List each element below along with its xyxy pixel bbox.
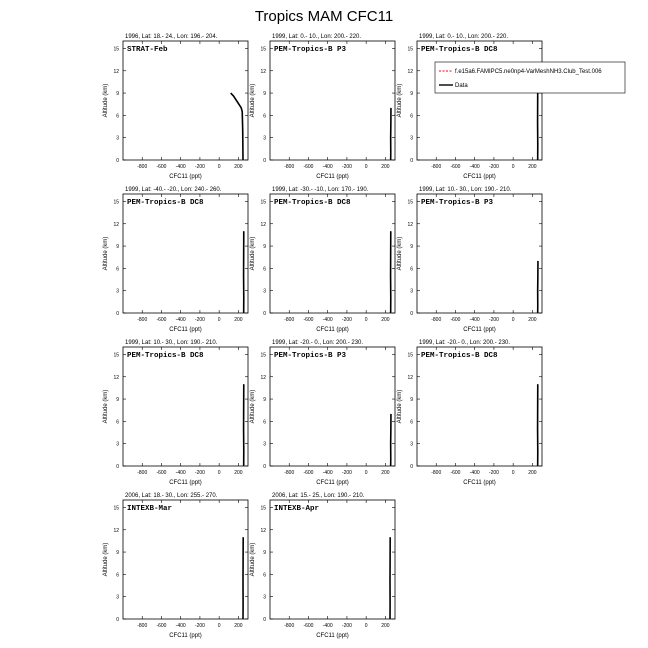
plot-frame <box>270 500 395 619</box>
y-tick-label: 9 <box>116 244 119 251</box>
y-axis-label: Altitude (km) <box>250 389 256 424</box>
x-tick-label: -400 <box>175 470 186 476</box>
y-tick-label: 15 <box>260 199 266 206</box>
campaign-label: PEM-Tropics-B DC8 <box>274 199 351 207</box>
y-tick-label: 9 <box>410 91 413 98</box>
panel-title: 1999, Lat: -20.- 0., Lon: 200.- 230. <box>419 340 511 346</box>
x-tick-label: -400 <box>175 317 186 323</box>
x-tick-label: -600 <box>156 470 167 476</box>
x-tick-label: -800 <box>137 470 148 476</box>
x-tick-label: -800 <box>431 317 442 323</box>
panel-title: 2006, Lat: 15.- 25., Lon: 190.- 210. <box>272 493 365 499</box>
y-tick-label: 6 <box>263 266 266 273</box>
x-tick-label: -600 <box>156 317 167 323</box>
y-tick-label: 9 <box>263 550 266 557</box>
y-tick-label: 3 <box>263 441 266 448</box>
y-tick-label: 15 <box>113 46 119 53</box>
panel-1 <box>103 34 248 180</box>
plot-frame <box>417 194 542 313</box>
y-tick-label: 3 <box>116 594 119 601</box>
x-axis-label: CFC11 (ppt) <box>169 480 202 486</box>
x-tick-label: 200 <box>528 164 537 170</box>
campaign-label: PEM-Tropics-B DC8 <box>127 352 204 360</box>
x-tick-label: -600 <box>156 623 167 629</box>
x-tick-label: 0 <box>511 470 515 476</box>
x-tick-label: 0 <box>217 317 221 323</box>
y-tick-label: 3 <box>410 135 413 142</box>
y-tick-label: 12 <box>113 68 119 75</box>
panel-11 <box>250 493 395 639</box>
y-tick-label: 15 <box>113 352 119 359</box>
x-tick-label: -200 <box>341 164 352 170</box>
x-tick-label: 200 <box>234 164 243 170</box>
x-tick-label: 0 <box>511 164 515 170</box>
x-tick-label: -800 <box>284 623 295 629</box>
x-tick-label: 200 <box>381 470 390 476</box>
campaign-label: STRAT-Feb <box>127 46 168 54</box>
x-tick-label: 200 <box>234 623 243 629</box>
x-tick-label: 0 <box>364 623 368 629</box>
y-tick-label: 0 <box>410 158 413 164</box>
panel-9 <box>397 340 542 486</box>
y-tick-label: 15 <box>407 199 413 206</box>
y-tick-label: 6 <box>410 113 413 120</box>
x-tick-label: 200 <box>381 623 390 629</box>
plot-frame <box>270 347 395 466</box>
panel-title: 1999, Lat: 0.- 10., Lon: 200.- 220. <box>419 34 509 40</box>
y-tick-label: 15 <box>260 46 266 53</box>
y-axis-label: Altitude (km) <box>103 389 109 424</box>
y-tick-label: 0 <box>263 158 266 164</box>
x-tick-label: -200 <box>194 470 205 476</box>
plot-frame <box>270 194 395 313</box>
x-tick-label: -800 <box>137 623 148 629</box>
y-tick-label: 3 <box>410 288 413 295</box>
data-series-line <box>231 93 243 160</box>
y-tick-label: 6 <box>116 266 119 273</box>
x-tick-label: -800 <box>431 164 442 170</box>
y-axis-label: Altitude (km) <box>250 83 256 118</box>
panel-5 <box>250 187 395 333</box>
panel-3 <box>397 34 542 180</box>
x-tick-label: -400 <box>322 317 333 323</box>
plot-frame <box>123 347 248 466</box>
x-tick-label: 200 <box>381 164 390 170</box>
y-tick-label: 9 <box>410 244 413 251</box>
plot-frame <box>123 41 248 160</box>
x-axis-label: CFC11 (ppt) <box>463 480 496 486</box>
y-axis-label: Altitude (km) <box>397 83 403 118</box>
y-tick-label: 0 <box>263 311 266 317</box>
panel-title: 1999, Lat: 10.- 30., Lon: 190.- 210. <box>125 340 218 346</box>
y-tick-label: 9 <box>116 91 119 98</box>
x-tick-label: -600 <box>303 164 314 170</box>
x-tick-label: 0 <box>217 164 221 170</box>
x-tick-label: -200 <box>341 623 352 629</box>
y-tick-label: 3 <box>116 441 119 448</box>
y-tick-label: 0 <box>116 464 119 470</box>
x-tick-label: -400 <box>175 623 186 629</box>
y-tick-label: 12 <box>407 68 413 75</box>
panel-title: 1999, Lat: -40.- -20., Lon: 240.- 260. <box>125 187 222 193</box>
plot-frame <box>123 500 248 619</box>
y-tick-label: 0 <box>410 464 413 470</box>
y-axis-label: Altitude (km) <box>103 236 109 271</box>
panel-7 <box>103 340 248 486</box>
y-tick-label: 9 <box>263 91 266 98</box>
x-tick-label: -200 <box>341 470 352 476</box>
y-tick-label: 6 <box>410 266 413 273</box>
y-axis-label: Altitude (km) <box>250 542 256 577</box>
x-tick-label: -400 <box>469 470 480 476</box>
x-tick-label: -200 <box>488 164 499 170</box>
y-tick-label: 3 <box>263 288 266 295</box>
panel-4 <box>103 187 248 333</box>
x-axis-label: CFC11 (ppt) <box>169 633 202 639</box>
y-tick-label: 0 <box>263 617 266 623</box>
x-tick-label: 0 <box>364 164 368 170</box>
y-tick-label: 12 <box>407 221 413 228</box>
y-tick-label: 15 <box>260 505 266 512</box>
x-tick-label: 0 <box>217 470 221 476</box>
campaign-label: INTEXB-Apr <box>274 505 320 513</box>
y-tick-label: 12 <box>260 527 266 534</box>
legend-model-label: f.e15a6.FAMIPC5.ne0np4-VarMeshNH3.Club_Test.006 <box>455 69 602 75</box>
y-tick-label: 12 <box>260 221 266 228</box>
y-tick-label: 15 <box>407 46 413 53</box>
y-tick-label: 0 <box>263 464 266 470</box>
x-tick-label: -600 <box>450 164 461 170</box>
x-tick-label: 0 <box>511 317 515 323</box>
x-axis-label: CFC11 (ppt) <box>169 174 202 180</box>
y-tick-label: 6 <box>263 572 266 579</box>
x-axis-label: CFC11 (ppt) <box>463 327 496 333</box>
x-tick-label: 0 <box>364 470 368 476</box>
y-tick-label: 3 <box>410 441 413 448</box>
x-axis-label: CFC11 (ppt) <box>316 327 349 333</box>
y-tick-label: 6 <box>263 113 266 120</box>
x-tick-label: -800 <box>137 164 148 170</box>
panel-title: 1999, Lat: 0.- 10., Lon: 200.- 220. <box>272 34 362 40</box>
y-tick-label: 12 <box>113 374 119 381</box>
legend-data-label: Data <box>455 83 468 89</box>
y-tick-label: 15 <box>113 199 119 206</box>
x-tick-label: -600 <box>303 623 314 629</box>
x-tick-label: -400 <box>175 164 186 170</box>
x-axis-label: CFC11 (ppt) <box>316 174 349 180</box>
x-tick-label: -200 <box>488 470 499 476</box>
y-axis-label: Altitude (km) <box>103 83 109 118</box>
y-tick-label: 12 <box>260 68 266 75</box>
panel-title: 1999, Lat: 10.- 30., Lon: 190.- 210. <box>419 187 512 193</box>
x-tick-label: -800 <box>284 470 295 476</box>
y-tick-label: 0 <box>116 158 119 164</box>
x-tick-label: -600 <box>156 164 167 170</box>
y-tick-label: 12 <box>260 374 266 381</box>
campaign-label: PEM-Tropics-B DC8 <box>127 199 204 207</box>
x-tick-label: 200 <box>234 470 243 476</box>
x-tick-label: -400 <box>322 623 333 629</box>
y-tick-label: 15 <box>113 505 119 512</box>
x-tick-label: 200 <box>528 317 537 323</box>
page-title: Tropics MAM CFC11 <box>254 8 394 25</box>
legend <box>435 62 625 93</box>
x-tick-label: -400 <box>322 470 333 476</box>
panel-title: 1999, Lat: -20.- 0., Lon: 200.- 230. <box>272 340 364 346</box>
plot-frame <box>123 194 248 313</box>
y-axis-label: Altitude (km) <box>397 389 403 424</box>
x-tick-label: -600 <box>450 317 461 323</box>
panel-title: 2006, Lat: 18.- 30., Lon: 255.- 270. <box>125 493 218 499</box>
y-tick-label: 15 <box>407 352 413 359</box>
x-tick-label: -600 <box>303 317 314 323</box>
y-tick-label: 0 <box>116 617 119 623</box>
x-tick-label: -400 <box>469 164 480 170</box>
campaign-label: PEM-Tropics-B P3 <box>274 352 347 360</box>
campaign-label: PEM-Tropics-B P3 <box>421 199 494 207</box>
x-axis-label: CFC11 (ppt) <box>463 174 496 180</box>
y-tick-label: 12 <box>113 221 119 228</box>
panel-title: 1999, Lat: -30.- -10., Lon: 170.- 190. <box>272 187 369 193</box>
y-tick-label: 9 <box>263 244 266 251</box>
x-tick-label: -200 <box>341 317 352 323</box>
x-tick-label: 200 <box>234 317 243 323</box>
x-tick-label: -600 <box>450 470 461 476</box>
panel-8 <box>250 340 395 486</box>
x-tick-label: 200 <box>528 470 537 476</box>
y-tick-label: 6 <box>116 572 119 579</box>
panel-6 <box>397 187 542 333</box>
x-tick-label: -800 <box>284 164 295 170</box>
campaign-label: PEM-Tropics-B P3 <box>274 46 347 54</box>
y-axis-label: Altitude (km) <box>103 542 109 577</box>
y-tick-label: 3 <box>116 288 119 295</box>
y-axis-label: Altitude (km) <box>397 236 403 271</box>
x-tick-label: 0 <box>217 623 221 629</box>
y-tick-label: 9 <box>116 397 119 404</box>
panel-2 <box>250 34 395 180</box>
x-tick-label: -200 <box>194 317 205 323</box>
x-axis-label: CFC11 (ppt) <box>316 480 349 486</box>
y-tick-label: 6 <box>263 419 266 426</box>
y-tick-label: 0 <box>410 311 413 317</box>
x-tick-label: -200 <box>194 623 205 629</box>
y-tick-label: 12 <box>407 374 413 381</box>
x-tick-label: -200 <box>488 317 499 323</box>
y-tick-label: 6 <box>410 419 413 426</box>
x-tick-label: -800 <box>137 317 148 323</box>
x-tick-label: 0 <box>364 317 368 323</box>
x-tick-label: -800 <box>431 470 442 476</box>
x-axis-label: CFC11 (ppt) <box>316 633 349 639</box>
y-tick-label: 3 <box>263 594 266 601</box>
campaign-label: PEM-Tropics-B DC8 <box>421 46 498 54</box>
panel-10 <box>103 493 248 639</box>
plot-frame <box>270 41 395 160</box>
y-tick-label: 6 <box>116 419 119 426</box>
y-tick-label: 9 <box>410 397 413 404</box>
campaign-label: INTEXB-Mar <box>127 505 173 513</box>
y-tick-label: 9 <box>263 397 266 404</box>
x-tick-label: -400 <box>469 317 480 323</box>
y-axis-label: Altitude (km) <box>250 236 256 271</box>
y-tick-label: 3 <box>263 135 266 142</box>
y-tick-label: 0 <box>116 311 119 317</box>
y-tick-label: 6 <box>116 113 119 120</box>
x-tick-label: -600 <box>303 470 314 476</box>
x-tick-label: -200 <box>194 164 205 170</box>
campaign-label: PEM-Tropics-B DC8 <box>421 352 498 360</box>
y-tick-label: 15 <box>260 352 266 359</box>
x-tick-label: -800 <box>284 317 295 323</box>
x-tick-label: 200 <box>381 317 390 323</box>
plot-frame <box>417 347 542 466</box>
panel-title: 1996, Lat: 18.- 24., Lon: 196.- 204. <box>125 34 218 40</box>
y-tick-label: 3 <box>116 135 119 142</box>
x-tick-label: -400 <box>322 164 333 170</box>
plot-frame <box>417 41 542 160</box>
x-axis-label: CFC11 (ppt) <box>169 327 202 333</box>
y-tick-label: 9 <box>116 550 119 557</box>
y-tick-label: 12 <box>113 527 119 534</box>
